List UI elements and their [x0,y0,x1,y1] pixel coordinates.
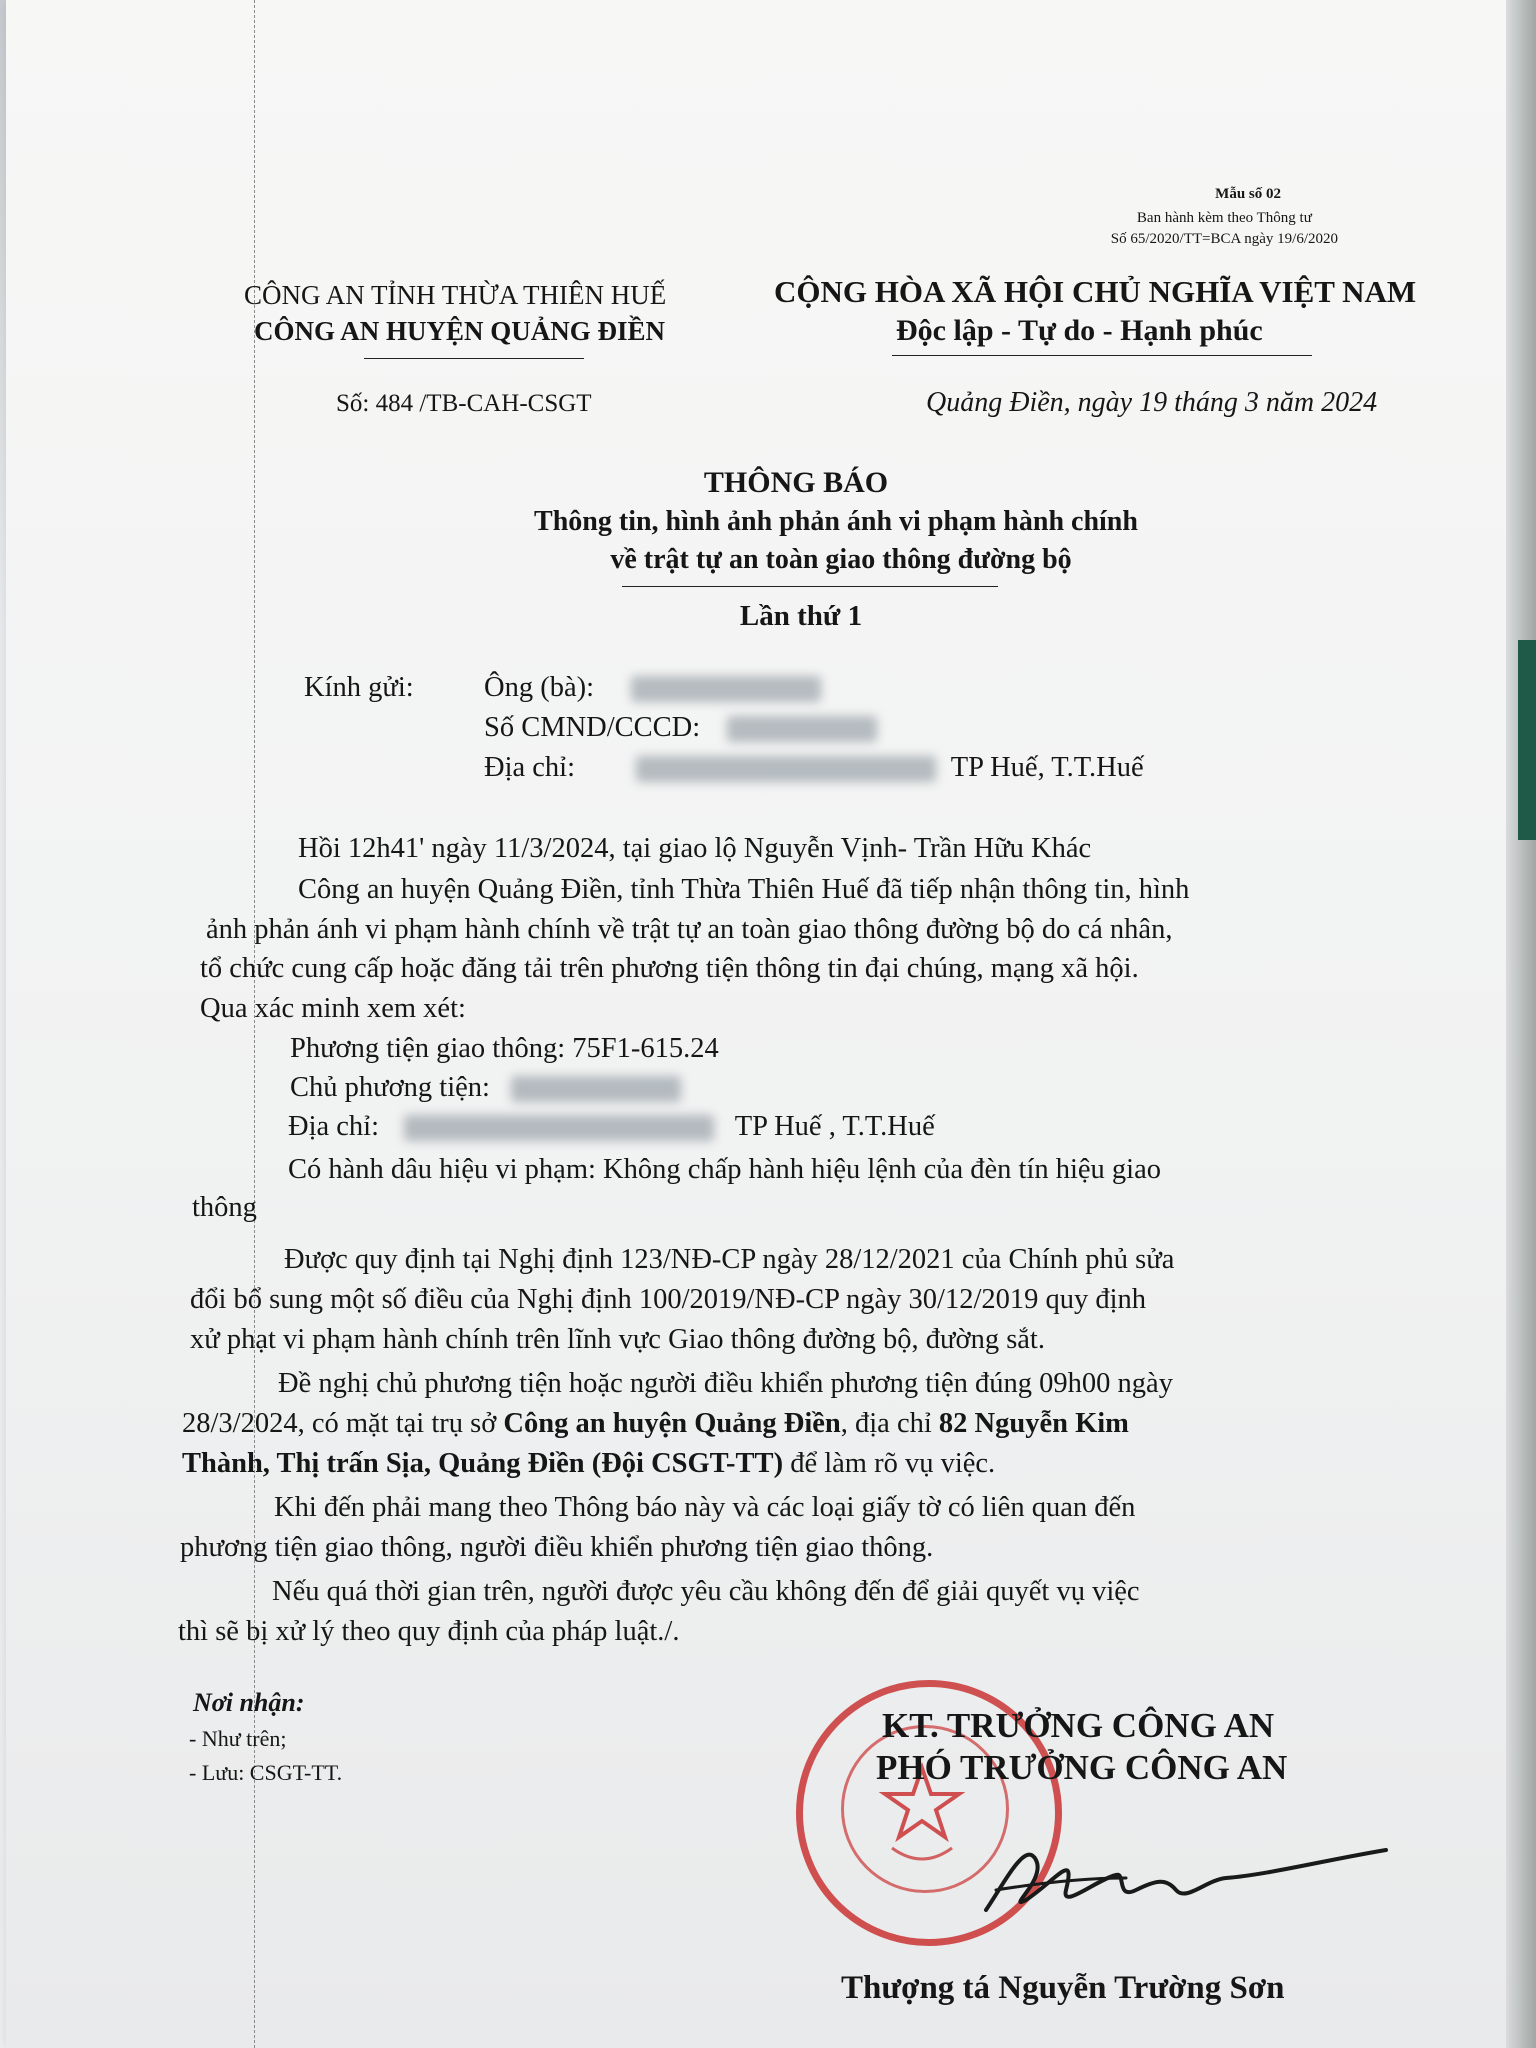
law-l1: Được quy định tại Nghị định 123/NĐ-CP ngày 28/12/2021 của Chính phủ sửa [284,1244,1175,1275]
doc-subtitle-1: Thông tin, hình ảnh phản ánh vi phạm hành chính [534,506,1138,537]
request-l1: Đề nghị chủ phương tiện hoặc người điều khiển phương tiện đúng 09h00 ngày [278,1368,1173,1399]
address-label: Địa chỉ: [484,752,576,783]
form-issued-line2: Số 65/2020/TT=BCA ngày 19/6/2020 [1110,231,1338,247]
violation-l1: Có hành dâu hiệu vi phạm: Không chấp hành hiệu lệnh của đèn tín hiệu giao [288,1154,1161,1185]
desk-edge [1506,0,1536,2048]
request-address-label: , địa chỉ [840,1408,939,1439]
redacted-name [631,676,821,702]
owner-row [290,1072,681,1104]
recipient-name-row [484,672,821,704]
handwritten-signature [966,1820,1406,1930]
attempt-number: Lần thứ 1 [739,600,863,632]
nation-line1: CỘNG HÒA XÃ HỘI CHỦ NGHĨA VIỆT NAM [774,274,1417,309]
owner-address-suffix: TP Huế , T.T.Huế [734,1111,935,1142]
signer-name: Thượng tá Nguyễn Trường Sơn [841,1970,1285,2006]
violation-l2: thông [192,1192,257,1223]
law-l2: đổi bổ sung một số điều của Nghị định 100/2019/NĐ-CP ngày 30/12/2019 quy định [190,1284,1147,1315]
redacted-owner-address [404,1115,714,1141]
name-label: Ông (bà): [484,672,595,703]
owner-label: Chủ phương tiện: [290,1072,490,1103]
paragraph-received-l1: Công an huyện Quảng Điền, tỉnh Thừa Thiên Huế đã tiếp nhận thông tin, hình [298,874,1190,905]
request-office: Công an huyện Quảng Điền [503,1408,841,1439]
sign-title-1: KT. TRƯỞNG CÔNG AN [882,1706,1275,1745]
form-issued-note [1111,208,1338,250]
recipient-item-1: - Như trên; [189,1726,287,1751]
title-underline [622,586,998,587]
recipient-address-row [484,752,1144,784]
sign-title-2: PHÓ TRƯỞNG CÔNG AN [876,1748,1288,1787]
owner-address-label: Địa chỉ: [288,1111,380,1142]
recipients-label: Nơi nhận: [193,1688,305,1717]
redacted-owner [511,1076,681,1102]
recipient-item-2: - Lưu: CSGT-TT. [189,1760,343,1785]
paragraph-verify: Qua xác minh xem xét: [200,993,466,1024]
document-page [6,0,1506,2048]
nation-line2: Độc lập - Tự do - Hạnh phúc [896,314,1263,347]
bring-l1: Khi đến phải mang theo Thông báo này và các loại giấy tờ có liên quan đến [274,1492,1136,1523]
request-address-street: 82 Nguyễn Kim [938,1408,1129,1439]
paragraph-received-l3: tổ chức cung cấp hoặc đăng tải trên phương tiện thông tin đại chúng, mạng xã hội. [200,953,1139,984]
doc-subtitle-2: về trật tự an toàn giao thông đường bộ [610,544,1072,575]
law-l3: xử phạt vi phạm hành chính trên lĩnh vực Giao thông đường bộ, đường sắt. [190,1324,1045,1355]
redacted-address [636,756,936,782]
doc-title: THÔNG BÁO [703,466,889,499]
late-l1: Nếu quá thời gian trên, người được yêu cầu không đến để giải quyết vụ việc [272,1576,1140,1607]
paragraph-received-l2: ảnh phản ánh vi phạm hành chính về trật tự an toàn giao thông đường bộ do cá nhân, [206,914,1173,945]
request-address-rest: Thành, Thị trấn Sịa, Quảng Điền (Đội CSGT-TT) [182,1448,784,1479]
request-l2 [182,1408,1129,1440]
form-issued-line1: Ban hành kèm theo Thông tư [1136,210,1312,226]
late-l2: thì sẽ bị xử lý theo quy định của pháp luật./. [178,1616,680,1647]
org-line1: CÔNG AN TỈNH THỪA THIÊN HUẾ [244,280,667,310]
redacted-id [727,716,877,742]
owner-address-row [288,1111,935,1143]
form-number: Mẫu số 02 [1215,186,1281,202]
recipient-id-row [484,712,877,744]
org-underline [364,358,584,359]
id-label: Số CMND/CCCD: [484,712,701,743]
request-purpose: để làm rõ vụ việc. [783,1448,996,1479]
address-suffix: TP Huế, T.T.Huế [950,752,1144,783]
vehicle-plate: Phương tiện giao thông: 75F1-615.24 [290,1033,719,1064]
request-date: 28/3/2024, có mặt tại trụ sở [182,1408,504,1439]
binder-tab [1518,640,1536,840]
place-date: Quảng Điền, ngày 19 tháng 3 năm 2024 [926,387,1378,418]
request-l3 [182,1448,995,1480]
paragraph-time-place: Hồi 12h41' ngày 11/3/2024, tại giao lộ Nguyễn Vịnh- Trần Hữu Khác [298,833,1092,864]
doc-number: Số: 484 /TB-CAH-CSGT [336,390,592,417]
org-line2: CÔNG AN HUYỆN QUẢNG ĐIỀN [254,316,666,346]
bring-l2: phương tiện giao thông, người điều khiển phương tiện giao thông. [180,1532,934,1563]
to-label: Kính gửi: [304,672,414,703]
nation-underline [892,355,1312,356]
